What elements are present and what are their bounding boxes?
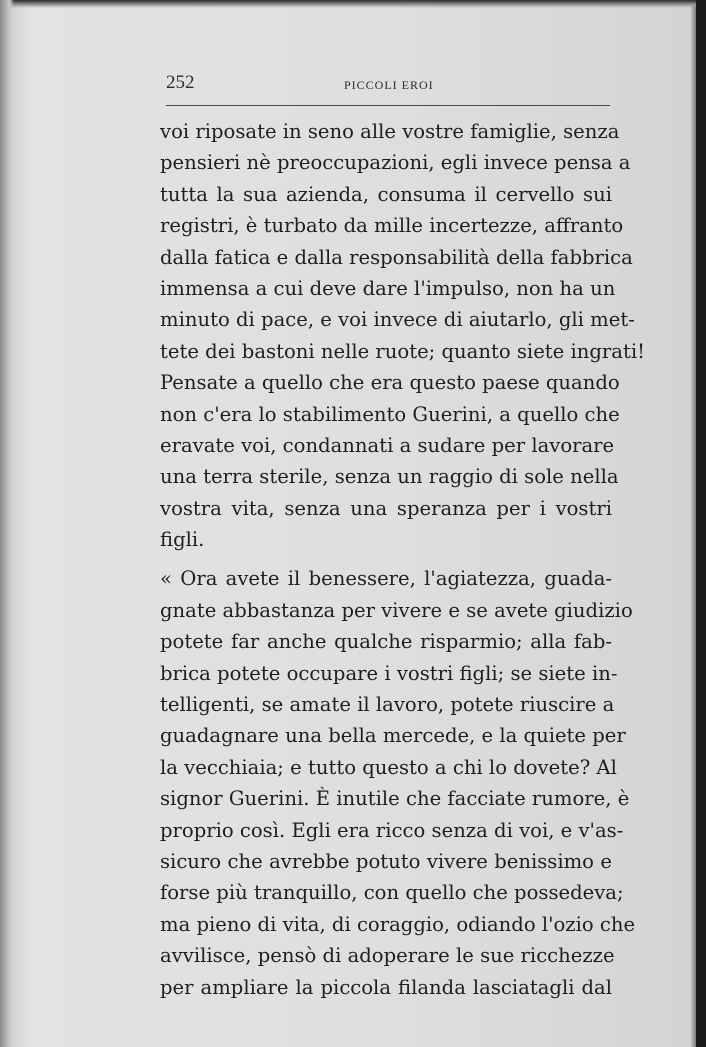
page-left-edge bbox=[0, 0, 14, 1047]
text-line: tete dei bastoni nelle ruote; quanto siete ingrati! bbox=[160, 339, 645, 363]
text-line: ma pieno di vita, di coraggio, odiando l'ozio che bbox=[160, 912, 636, 936]
text-line: non c'era lo stabilimento Guerini, a quello che bbox=[160, 402, 620, 426]
page-header bbox=[166, 72, 610, 106]
text-line: la vecchiaia; e tutto questo a chi lo dovete? Al bbox=[160, 755, 617, 779]
text-line: proprio così. Egli era ricco senza di voi, e v'as- bbox=[160, 818, 624, 842]
page-number: 252 bbox=[166, 72, 195, 93]
text-line: dalla fatica e dalla responsabilità della fabbrica bbox=[160, 245, 633, 269]
text-line: pensieri nè preoccupazioni, egli invece pensa a bbox=[160, 151, 631, 175]
text-line: brica potete occupare i vostri figli; se siete in- bbox=[160, 661, 618, 685]
running-title: PICCOLI EROI bbox=[344, 78, 434, 92]
text-line: figli. bbox=[160, 528, 205, 552]
text-line: tutta la sua azienda, consuma il cervello sui bbox=[160, 182, 612, 206]
header-rule bbox=[166, 105, 610, 106]
text-line: telligenti, se amate il lavoro, potete riuscire a bbox=[160, 693, 615, 717]
text-line: per ampliare la piccola filanda lasciatagli dal bbox=[160, 975, 612, 999]
text-line: Pensate a quello che era questo paese quando bbox=[160, 371, 620, 395]
body-text bbox=[160, 116, 645, 1003]
text-line: registri, è turbato da mille incertezze, affranto bbox=[160, 214, 624, 238]
page-top-edge bbox=[0, 0, 706, 8]
text-line: gnate abbastanza per vivere e se avete giudizio bbox=[160, 598, 633, 622]
text-line: forse più tranquillo, con quello che possedeva; bbox=[160, 881, 624, 905]
text-line: guadagnare una bella mercede, e la quiete per bbox=[160, 724, 626, 748]
text-line: sicuro che avrebbe potuto vivere benissimo e bbox=[160, 849, 612, 873]
text-line: « Ora avete il benessere, l'agiatezza, guada- bbox=[160, 567, 612, 591]
text-line: potete far anche qualche risparmio; alla fab- bbox=[160, 630, 612, 654]
text-line: voi riposate in seno alle vostre famiglie, senza bbox=[160, 120, 620, 143]
text-line: signor Guerini. È inutile che facciate rumore, è bbox=[160, 787, 630, 811]
page-right-edge bbox=[696, 0, 706, 1047]
text-line: una terra sterile, senza un raggio di sole nella bbox=[160, 465, 619, 489]
text-line: avvilisce, pensò di adoperare le sue ricchezze bbox=[160, 944, 615, 968]
text-line: immensa a cui deve dare l'impulso, non ha un bbox=[160, 276, 616, 300]
paragraph-gap bbox=[160, 555, 612, 563]
text-line: minuto di pace, e voi invece di aiutarlo, gli met- bbox=[160, 308, 635, 332]
text-line: vostra vita, senza una speranza per i vostri bbox=[160, 496, 612, 520]
text-line: eravate voi, condannati a sudare per lavorare bbox=[160, 433, 615, 457]
